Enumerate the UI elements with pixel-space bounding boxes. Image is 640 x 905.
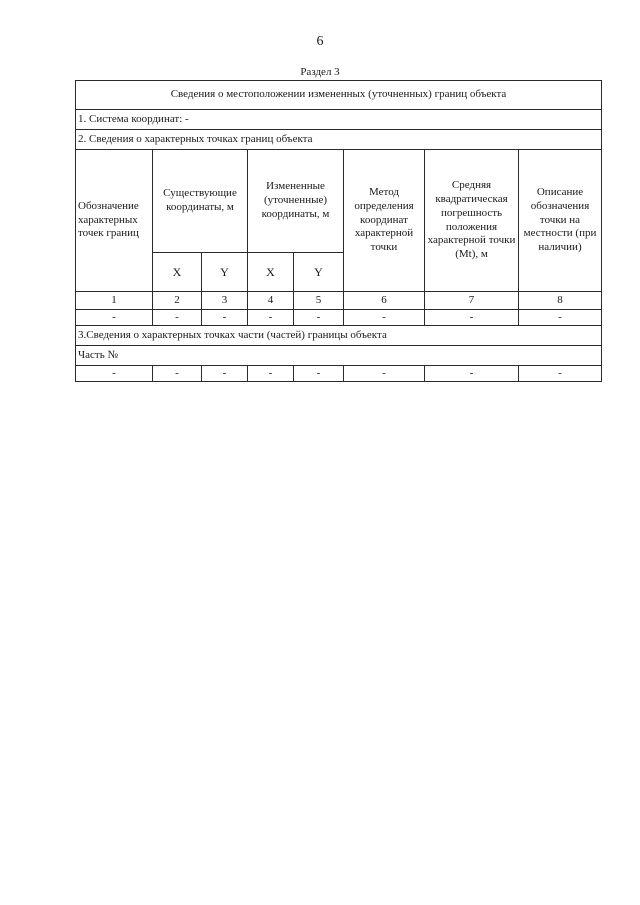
coordinate-system-row: 1. Система координат: - (76, 110, 602, 130)
header-changed-x: X (248, 253, 294, 292)
table-cell: - (76, 366, 153, 382)
table-cell: - (76, 310, 153, 326)
table-cell: - (248, 366, 294, 382)
points-section-heading: 2. Сведения о характерных точках границ объекта (76, 130, 602, 150)
header-designation: Обозначение характерных точек границ (76, 150, 153, 292)
table-cell: - (294, 310, 344, 326)
header-changed-coordinates: Измененные (уточненные) координаты, м (248, 150, 344, 253)
column-number: 2 (153, 292, 202, 310)
header-existing-coordinates: Существующие координаты, м (153, 150, 248, 253)
table-cell: - (519, 366, 602, 382)
section-title: Раздел 3 (300, 66, 340, 78)
table-cell: - (519, 310, 602, 326)
table-title: Сведения о местоположении измененных (уточненных) границ объекта (76, 81, 602, 110)
boundary-table (75, 80, 602, 382)
table-cell: - (202, 366, 248, 382)
table-cell: - (248, 310, 294, 326)
table-cell: - (202, 310, 248, 326)
parts-section-heading: 3.Сведения о характерных точках части (частей) границы объекта (76, 326, 602, 346)
column-number-row (76, 292, 602, 310)
column-number: 5 (294, 292, 344, 310)
column-number: 1 (76, 292, 153, 310)
table-cell: - (344, 310, 425, 326)
table-cell: - (294, 366, 344, 382)
column-number: 6 (344, 292, 425, 310)
table-row (76, 310, 602, 326)
header-changed-y: Y (294, 253, 344, 292)
page-number: 6 (316, 34, 324, 49)
table-cell: - (344, 366, 425, 382)
table-cell: - (425, 366, 519, 382)
header-description: Описание обозначения точки на местности (при наличии) (519, 150, 602, 292)
column-number: 7 (425, 292, 519, 310)
header-method: Метод определения координат характерной точки (344, 150, 425, 292)
header-existing-x: X (153, 253, 202, 292)
column-number: 4 (248, 292, 294, 310)
header-existing-y: Y (202, 253, 248, 292)
table-cell: - (425, 310, 519, 326)
table-row (76, 366, 602, 382)
table-cell: - (153, 310, 202, 326)
table-cell: - (153, 366, 202, 382)
part-number-row: Часть № (76, 346, 602, 366)
column-number: 8 (519, 292, 602, 310)
column-number: 3 (202, 292, 248, 310)
header-error: Средняя квадратическая погрешность положения характерной точки (Mt), м (425, 150, 519, 292)
